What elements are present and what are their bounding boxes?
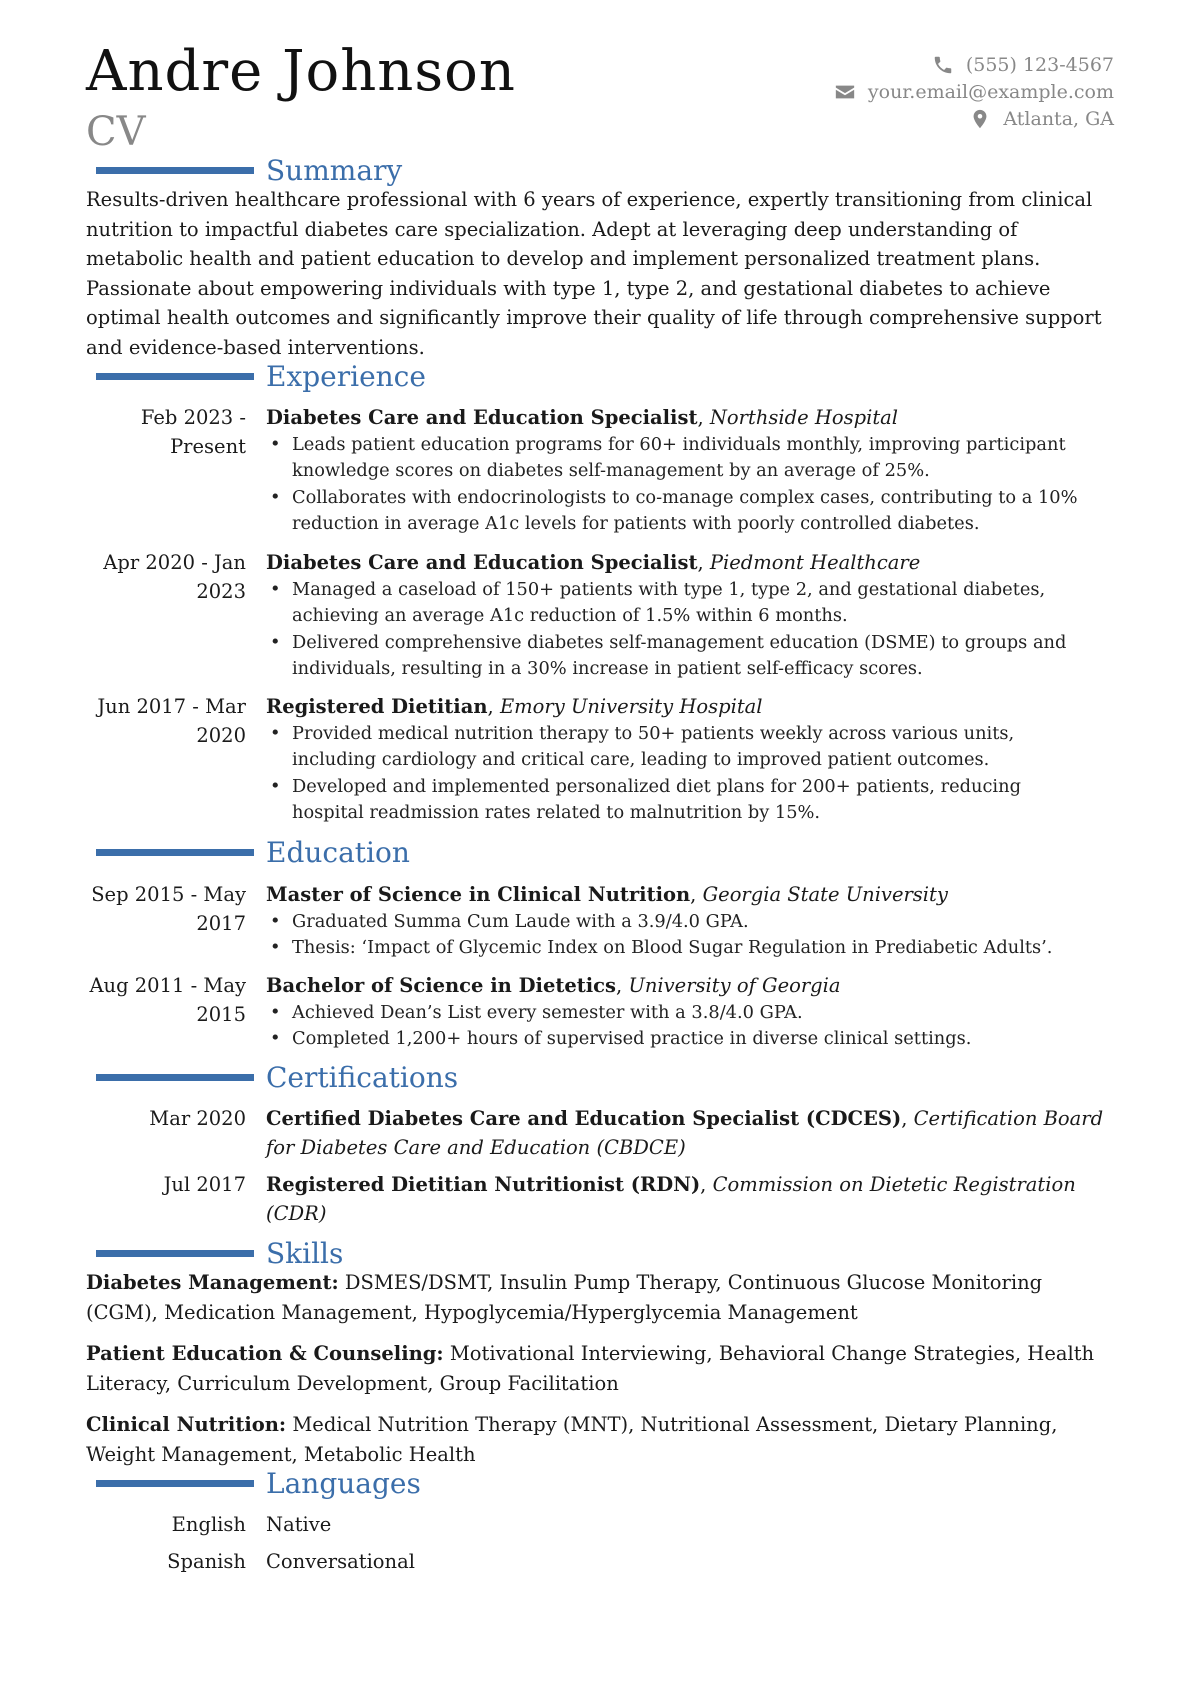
section-divider [96,1250,254,1257]
section-divider [96,167,254,174]
name-heading: Andre Johnson [86,39,516,104]
phone-text: (555) 123-4567 [965,54,1114,76]
certification-issuer: Certification Board for Diabetes Care and Education (CBDCE) [266,1107,1104,1159]
certification-name: Registered Dietitian Nutritionist (RDN) [266,1173,701,1196]
entry-date: Jul 2017 [163,1173,246,1196]
bullet-item: • Developed and implemented personalized diet plans for 200+ patients, reducing hospital readmission rates related to malnutrition by 15%. [266,774,1084,827]
entry-date: Mar 2020 [149,1107,246,1130]
entry-date: Sep 2015 - May 2017 [91,883,246,935]
job-role: Registered Dietitian [266,695,488,718]
language-name: English [171,1513,246,1536]
section-title-education: Education [266,836,410,869]
skill-list: Motivational Interviewing, Behavioral Change Strategies, Health Literacy, Curriculum Development, Group Facilitation [86,1342,1095,1395]
employer: Emory University Hospital [499,695,763,718]
section-title-experience: Experience [266,360,426,393]
skill-row [86,1339,1114,1398]
entry-title: Registered Dietitian Nutritionist (RDN), Commission on Dietetic Registration (CDR) [266,1173,1076,1225]
section-title-languages: Languages [266,1467,421,1500]
bullet-list [266,909,1084,962]
bullet-item: • Leads patient education programs for 60+ individuals monthly, improving participant knowledge scores on diabetes self-management by an average of 25%. [266,432,1084,485]
skill-category: Diabetes Management: [86,1271,339,1294]
section-title-summary: Summary [266,154,403,187]
job-role: Diabetes Care and Education Specialist [266,551,698,574]
skill-row [86,1268,1114,1327]
map-pin-icon [969,108,991,130]
entry-title: Certified Diabetes Care and Education Specialist (CDCES), Certification Board for Diabetes Care and Education (CBDCE) [266,1107,1104,1159]
entry-title: Master of Science in Clinical Nutrition, Georgia State University [266,883,948,906]
skill-list: Medical Nutrition Therapy (MNT), Nutritional Assessment, Dietary Planning, Weight Management, Metabolic Health [86,1413,1058,1466]
document-label: CV [86,109,146,155]
bullet-item: • Achieved Dean’s List every semester with a 3.8/4.0 GPA. [266,1000,1084,1026]
degree: Bachelor of Science in Dietetics [266,974,617,997]
bullet-item: • Thesis: ‘Impact of Glycemic Index on Blood Sugar Regulation in Prediabetic Adults’. [266,935,1084,961]
school: University of Georgia [628,974,841,997]
skill-category: Patient Education & Counseling: [86,1342,444,1365]
bullet-list [266,577,1084,683]
certification-name: Certified Diabetes Care and Education Specialist (CDCES) [266,1107,902,1130]
school: Georgia State University [702,883,948,906]
skill-category: Clinical Nutrition: [86,1413,287,1436]
skill-list: DSMES/DSMT, Insulin Pump Therapy, Continuous Glucose Monitoring (CGM), Medication Management, Hypoglycemia/Hyperglycemia Management [86,1271,1043,1324]
contact-phone [932,52,1114,78]
entry-title: Bachelor of Science in Dietetics, University of Georgia [266,974,841,997]
location-text: Atlanta, GA [1003,108,1114,130]
section-divider [96,849,254,856]
language-level: Conversational [266,1550,415,1573]
contact-location [969,106,1114,132]
entry-date: Feb 2023 - Present [140,406,246,458]
bullet-item: • Delivered comprehensive diabetes self-management education (DSME) to groups and individuals, resulting in a 30% increase in patient self-efficacy scores. [266,630,1084,683]
summary-text: Results-driven healthcare professional with 6 years of experience, expertly transitioning from clinical nutrition to impactful diabetes care specialization. Adept at leveraging deep understanding of metabolic health and patient education to develop and implement personalized treatment plans. Passionate about empowering individuals with type 1, type 2, and gestational diabetes to achieve optimal health outcomes and significantly improve their quality of life through comprehensive support and evidence-based interventions. [86,188,1102,359]
job-role: Diabetes Care and Education Specialist [266,406,698,429]
bullet-item: • Collaborates with endocrinologists to co-manage complex cases, contributing to a 10% reduction in average A1c levels for patients with poorly controlled diabetes. [266,485,1084,538]
bullet-item: • Managed a caseload of 150+ patients with type 1, type 2, and gestational diabetes, achieving an average A1c reduction of 1.5% within 6 months. [266,577,1084,630]
skill-row [86,1410,1114,1469]
entry-title: Diabetes Care and Education Specialist, Northside Hospital [266,406,899,429]
entry-date: Apr 2020 - Jan 2023 [103,551,246,603]
bullet-list [266,432,1084,538]
bullet-item: • Graduated Summa Cum Laude with a 3.9/4.0 GPA. [266,909,1084,935]
envelope-icon [834,81,856,103]
language-level: Native [266,1513,332,1536]
bullet-list [266,721,1084,827]
email-text: your.email@example.com [867,81,1114,103]
language-name: Spanish [167,1550,246,1573]
section-title-skills: Skills [266,1237,344,1270]
certification-issuer: Commission on Dietetic Registration (CDR) [266,1173,1076,1225]
employer: Piedmont Healthcare [709,551,921,574]
entry-title: Diabetes Care and Education Specialist, Piedmont Healthcare [266,551,921,574]
phone-icon [932,54,954,76]
employer: Northside Hospital [709,406,899,429]
section-divider [96,1480,254,1487]
degree: Master of Science in Clinical Nutrition [266,883,691,906]
section-divider [96,373,254,380]
entry-title: Registered Dietitian, Emory University Hospital [266,695,763,718]
bullet-item: • Completed 1,200+ hours of supervised practice in diverse clinical settings. [266,1026,1084,1052]
section-divider [96,1074,254,1081]
section-title-certifications: Certifications [266,1061,459,1094]
bullet-item: • Provided medical nutrition therapy to 50+ patients weekly across various units, including cardiology and critical care, leading to improved patient outcomes. [266,721,1084,774]
entry-date: Jun 2017 - Mar 2020 [97,695,246,747]
entry-date: Aug 2011 - May 2015 [89,974,246,1026]
bullet-list [266,1000,1084,1053]
contact-email [834,79,1114,105]
